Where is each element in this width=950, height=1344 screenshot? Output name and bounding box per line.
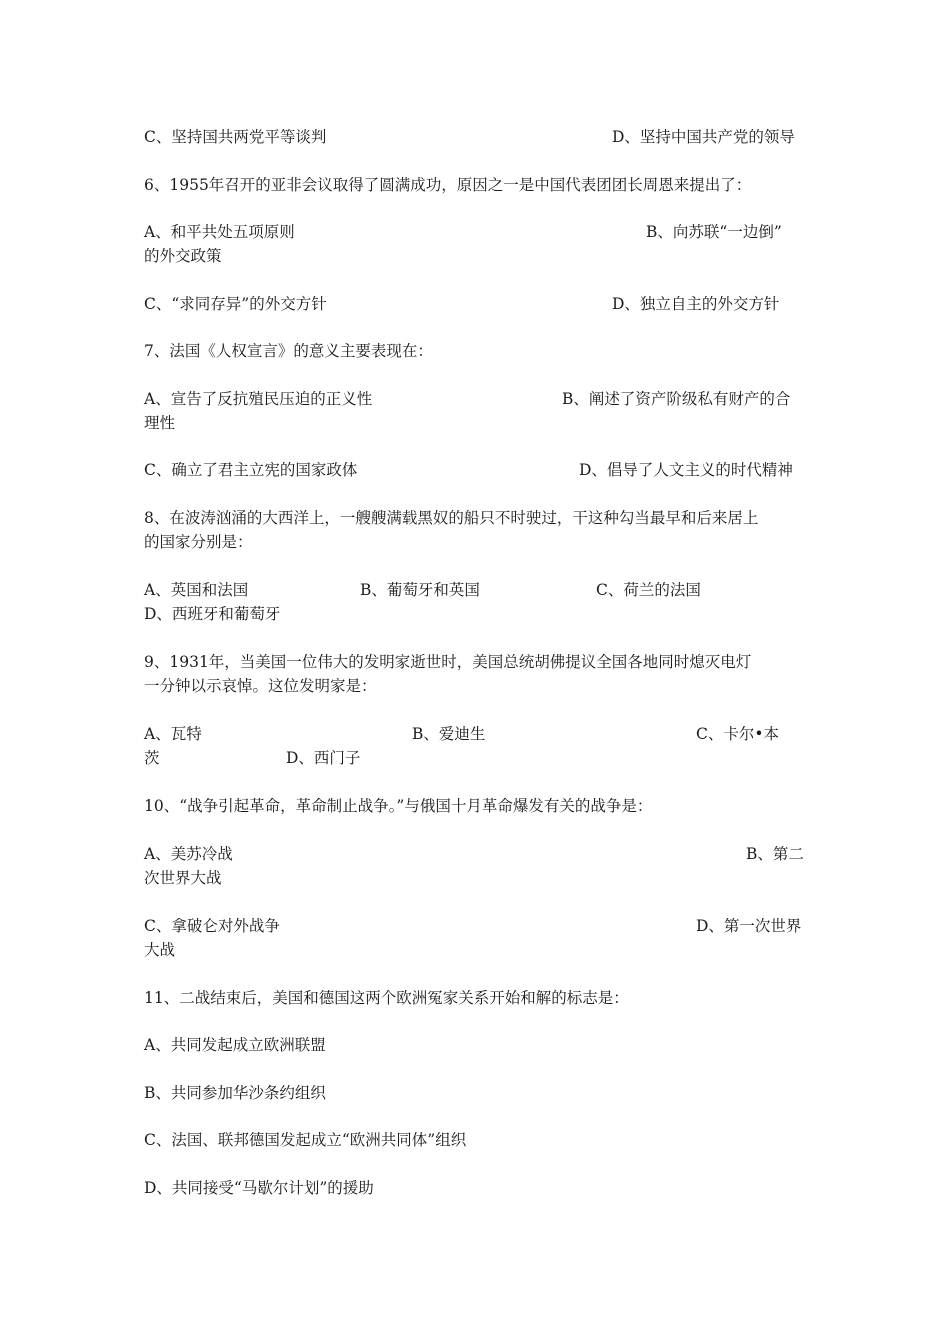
q5-option-c: C、坚持国共两党平等谈判 — [144, 128, 327, 146]
q9-stem-continued: 一分钟以示哀悼。这位发明家是： — [144, 677, 377, 695]
q5-option-d: D、坚持中国共产党的领导 — [612, 128, 795, 146]
q10-option-d-continued: 大战 — [144, 941, 176, 959]
q6-option-b-continued: 的外交政策 — [144, 247, 222, 265]
q8-option-c: C、荷兰的法国 — [596, 581, 701, 599]
q6-option-d: D、独立自主的外交方针 — [612, 295, 780, 313]
q7-option-b: B、阐述了资产阶级私有财产的合 — [562, 390, 791, 408]
q9-option-c-continued: 茨 — [144, 749, 160, 767]
q11-option-b: B、共同参加华沙条约组织 — [144, 1084, 326, 1102]
q8-option-b: B、葡萄牙和英国 — [360, 581, 480, 599]
q7-option-d: D、倡导了人文主义的时代精神 — [579, 461, 793, 479]
q6-option-c: C、“求同存异”的外交方针 — [144, 295, 327, 313]
q6-option-b: B、向苏联“一边倒” — [646, 223, 782, 241]
q8-stem: 8、在波涛汹涌的大西洋上，一艘艘满载黑奴的船只不时驶过，干这种勾当最早和后来居上 — [144, 509, 759, 527]
q8-option-d: D、西班牙和葡萄牙 — [144, 605, 281, 623]
q10-option-a: A、美苏冷战 — [144, 845, 233, 863]
q8-stem-continued: 的国家分别是： — [144, 533, 253, 551]
q11-option-c: C、法国、联邦德国发起成立“欧洲共同体”组织 — [144, 1131, 467, 1149]
q11-option-d: D、共同接受“马歇尔计划”的援助 — [144, 1179, 374, 1197]
q10-stem: 10、“战争引起革命，革命制止战争。”与俄国十月革命爆发有关的战争是： — [144, 797, 653, 815]
q9-option-a: A、瓦特 — [144, 725, 202, 743]
q11-stem: 11、二战结束后，美国和德国这两个欧洲冤家关系开始和解的标志是： — [144, 989, 629, 1007]
q10-option-c: C、拿破仑对外战争 — [144, 917, 280, 935]
q9-option-b: B、爱迪生 — [412, 725, 486, 743]
q6-option-a: A、和平共处五项原则 — [144, 223, 295, 241]
q7-stem: 7、法国《人权宣言》的意义主要表现在： — [144, 342, 433, 360]
q7-option-a: A、宣告了反抗殖民压迫的正义性 — [144, 390, 373, 408]
q10-option-b-continued: 次世界大战 — [144, 869, 222, 887]
q10-option-b: B、第二 — [746, 845, 804, 863]
q11-option-a: A、共同发起成立欧洲联盟 — [144, 1036, 326, 1054]
q9-stem: 9、1931年，当美国一位伟大的发明家逝世时，美国总统胡佛提议全国各地同时熄灭电灯 — [144, 653, 752, 671]
q8-option-a: A、英国和法国 — [144, 581, 249, 599]
q6-stem: 6、1955年召开的亚非会议取得了圆满成功，原因之一是中国代表团团长周恩来提出了： — [144, 176, 752, 194]
q7-option-c: C、确立了君主立宪的国家政体 — [144, 461, 358, 479]
q9-option-c: C、卡尔•本 — [696, 725, 780, 743]
q9-option-d: D、西门子 — [286, 749, 361, 767]
q10-option-d: D、第一次世界 — [696, 917, 802, 935]
q7-option-b-continued: 理性 — [144, 414, 176, 432]
